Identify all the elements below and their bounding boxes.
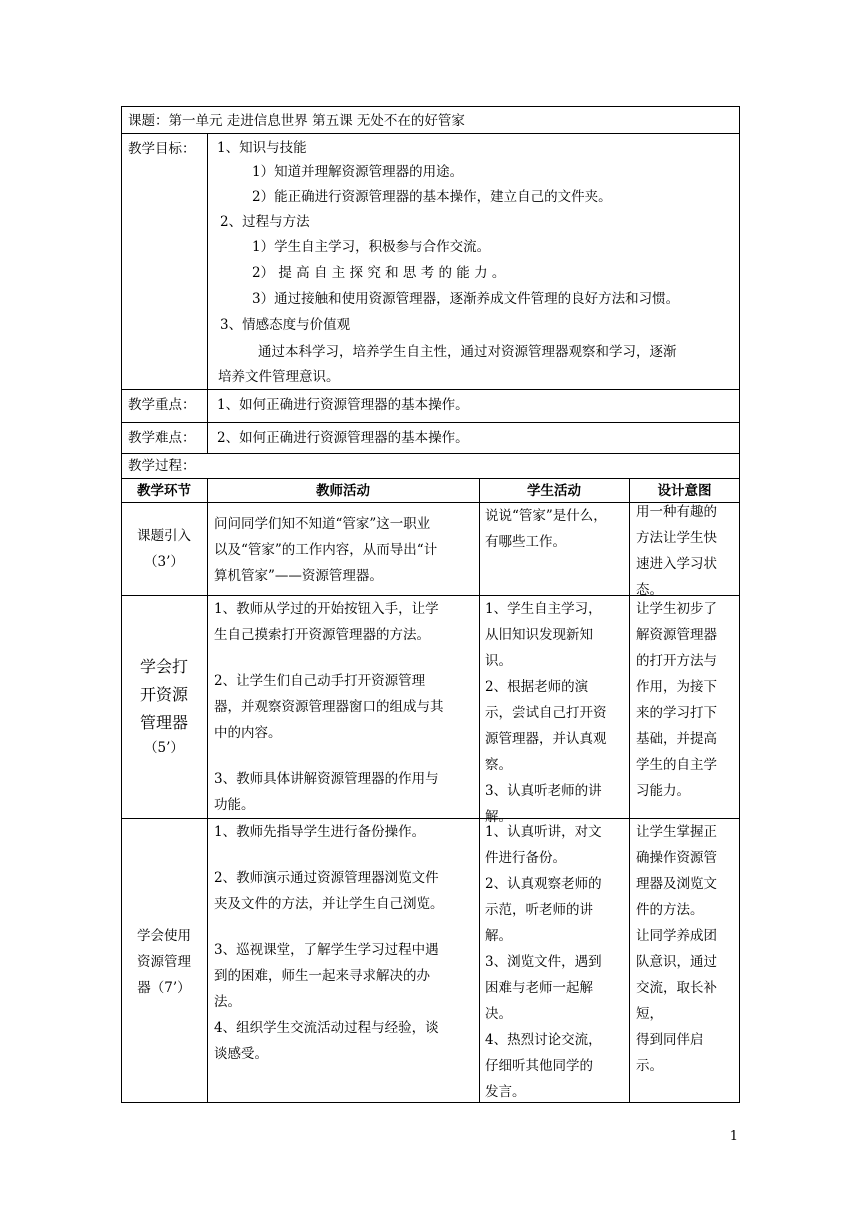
teacher-line: 中的内容。 (214, 725, 282, 741)
teacher-line: 2、教师演示通过资源管理器浏览文件 (214, 870, 439, 886)
intent-line: 来的学习打下 (636, 705, 717, 721)
lesson-title: 课题：第一单元 走进信息世界 第五课 无处不在的好管家 (128, 113, 465, 129)
stage-cell (121, 523, 207, 575)
key-point-text: 1、如何正确进行资源管理器的基本操作。 (217, 397, 469, 413)
intent-line: 确操作资源管 (636, 850, 717, 866)
intent-cell (636, 499, 738, 603)
divider (479, 478, 480, 1103)
objective-line: 通过本科学习，培养学生自主性，通过对资源管理器观察和学习，逐渐 (258, 344, 677, 360)
teacher-line: 法。 (214, 994, 241, 1010)
student-line: 从旧知识发现新知 (485, 627, 593, 643)
intent-line: 基础，并提高 (636, 731, 717, 747)
intent-line: 用一种有趣的 (636, 504, 717, 520)
divider (207, 133, 208, 453)
student-line: 解。 (485, 928, 512, 944)
student-line: 3、浏览文件，遇到 (485, 954, 602, 970)
intent-line: 交流，取长补短， (636, 980, 717, 1022)
intent-line: 让同学养成团 (636, 928, 717, 944)
divider (121, 422, 740, 423)
student-line: 4、热烈讨论交流， (485, 1032, 602, 1048)
divider (629, 478, 630, 1103)
student-line: 1、认真听讲，对文 (485, 824, 602, 840)
difficult-point-text: 2、如何正确进行资源管理器的基本操作。 (217, 430, 469, 446)
stage-line: 器（7’） (137, 980, 191, 996)
intent-line: 让学生掌握正 (636, 824, 717, 840)
header-student: 学生活动 (527, 483, 581, 499)
student-line: 识。 (485, 653, 512, 669)
student-line: 发言。 (485, 1084, 526, 1100)
student-line: 察。 (485, 757, 512, 773)
teacher-line: 生自己摸索打开资源管理器的方法。 (214, 627, 430, 643)
header-stage: 教学环节 (137, 483, 191, 499)
intent-cell (636, 596, 738, 804)
stage-line: 学会打 (139, 657, 188, 676)
objective-line: 培养文件管理意识。 (218, 369, 340, 385)
objectives-label: 教学目标： (128, 141, 196, 157)
teacher-line: 算机管家”——资源管理器。 (214, 568, 383, 584)
objective-line: 1、知识与技能 (217, 140, 307, 156)
teacher-line: 以及“管家”的工作内容，从而导出“计 (214, 542, 438, 558)
student-line: 3、认真听老师的讲 (485, 783, 602, 799)
student-line: 源管理器，并认真观 (485, 731, 607, 747)
teacher-line: 夹及文件的方法，并让学生自己浏览。 (214, 896, 444, 912)
teacher-cell (214, 596, 476, 818)
teacher-line: 1、教师从学过的开始按钮入手，让学 (214, 601, 439, 617)
teacher-line (214, 917, 476, 937)
key-point-label: 教学重点： (128, 397, 196, 413)
intent-line: 态。 (636, 582, 663, 598)
teacher-cell (214, 819, 476, 1067)
objective-line: 2）能正确进行资源管理器的基本操作，建立自己的文件夹。 (252, 189, 612, 205)
stage-line: （5’） (144, 740, 184, 756)
intent-line: 件的方法。 (636, 902, 704, 918)
intent-line: 方法让学生快 (636, 530, 717, 546)
student-cell (485, 819, 627, 1105)
difficult-point-label: 教学难点： (128, 430, 196, 446)
student-line: 有哪些工作。 (485, 534, 566, 550)
intent-line: 队意识，通过 (636, 954, 717, 970)
student-line: 2、根据老师的演 (485, 679, 589, 695)
objective-line: 2、过程与方法 (220, 214, 310, 230)
teacher-line (214, 648, 476, 668)
teacher-line: 3、巡视课堂，了解学生学习过程中遇 (214, 942, 439, 958)
divider (121, 133, 740, 134)
student-line: 仔细听其他同学的 (485, 1058, 593, 1074)
student-line: 件进行备份。 (485, 850, 566, 866)
header-teacher: 教师活动 (316, 483, 370, 499)
divider (121, 453, 740, 454)
stage-cell (121, 653, 207, 759)
teacher-line (214, 746, 476, 766)
intent-cell (636, 819, 738, 1079)
student-line: 困难与老师一起解 (485, 980, 593, 996)
teacher-line: 功能。 (214, 797, 255, 813)
student-line: 示范，听老师的讲 (485, 902, 593, 918)
process-label: 教学过程： (128, 458, 196, 474)
intent-line: 让学生初步了 (636, 601, 717, 617)
teacher-line (214, 845, 476, 865)
page-number: 1 (729, 1129, 738, 1144)
intent-line: 学生的自主学 (636, 757, 717, 773)
stage-line: 学会使用 (137, 928, 191, 944)
stage-line: 管理器 (139, 713, 188, 732)
intent-line: 速进入学习状 (636, 556, 717, 572)
intent-line: 理器及浏览文 (636, 876, 717, 892)
objective-line: 3）通过接触和使用资源管理器，逐渐养成文件管理的良好方法和习惯。 (252, 291, 680, 307)
student-cell (485, 503, 627, 555)
stage-line: 课题引入 (137, 528, 191, 544)
intent-line: 得到同伴启 (636, 1032, 704, 1048)
stage-cell (121, 923, 207, 1001)
intent-line: 解资源管理器 (636, 627, 717, 643)
student-line: 解。 (485, 809, 512, 825)
divider (207, 478, 208, 1103)
teacher-line: 问问同学们知不知道“管家”这一职业 (214, 516, 431, 532)
stage-line: 开资源 (139, 685, 188, 704)
teacher-line: 1、教师先指导学生进行备份操作。 (214, 824, 426, 840)
student-line: 2、认真观察老师的 (485, 876, 602, 892)
student-cell (485, 596, 627, 830)
teacher-line: 到的困难，师生一起来寻求解决的办 (214, 968, 430, 984)
teacher-line: 器，并观察资源管理器窗口的组成与其 (214, 699, 444, 715)
teacher-line: 谈感受。 (214, 1046, 268, 1062)
intent-line: 习能力。 (636, 783, 690, 799)
intent-line: 的打开方法与 (636, 653, 717, 669)
intent-line: 示。 (636, 1058, 663, 1074)
objective-line: 1）知道并理解资源管理器的用途。 (252, 164, 464, 180)
student-line: 示，尝试自己打开资 (485, 705, 607, 721)
objective-line: 3、情感态度与价值观 (220, 317, 351, 333)
stage-line: （3’） (144, 554, 184, 570)
teacher-line: 4、组织学生交流活动过程与经验，谈 (214, 1020, 439, 1036)
intent-line: 作用，为接下 (636, 679, 717, 695)
objective-line: 2） 提 高 自 主 探 究 和 思 考 的 能 力 。 (252, 265, 506, 281)
divider (121, 389, 740, 390)
student-line: 决。 (485, 1006, 512, 1022)
stage-line: 资源管理 (137, 954, 191, 970)
student-line: 说说“管家”是什么， (485, 508, 607, 524)
objective-line: 1）学生自主学习，积极参与合作交流。 (252, 239, 491, 255)
teacher-line: 2、让学生们自己动手打开资源管理 (214, 673, 426, 689)
student-line: 1、学生自主学习， (485, 601, 602, 617)
teacher-cell (214, 511, 476, 589)
header-intent: 设计意图 (657, 483, 712, 499)
teacher-line: 3、教师具体讲解资源管理器的作用与 (214, 771, 439, 787)
divider (121, 478, 740, 479)
